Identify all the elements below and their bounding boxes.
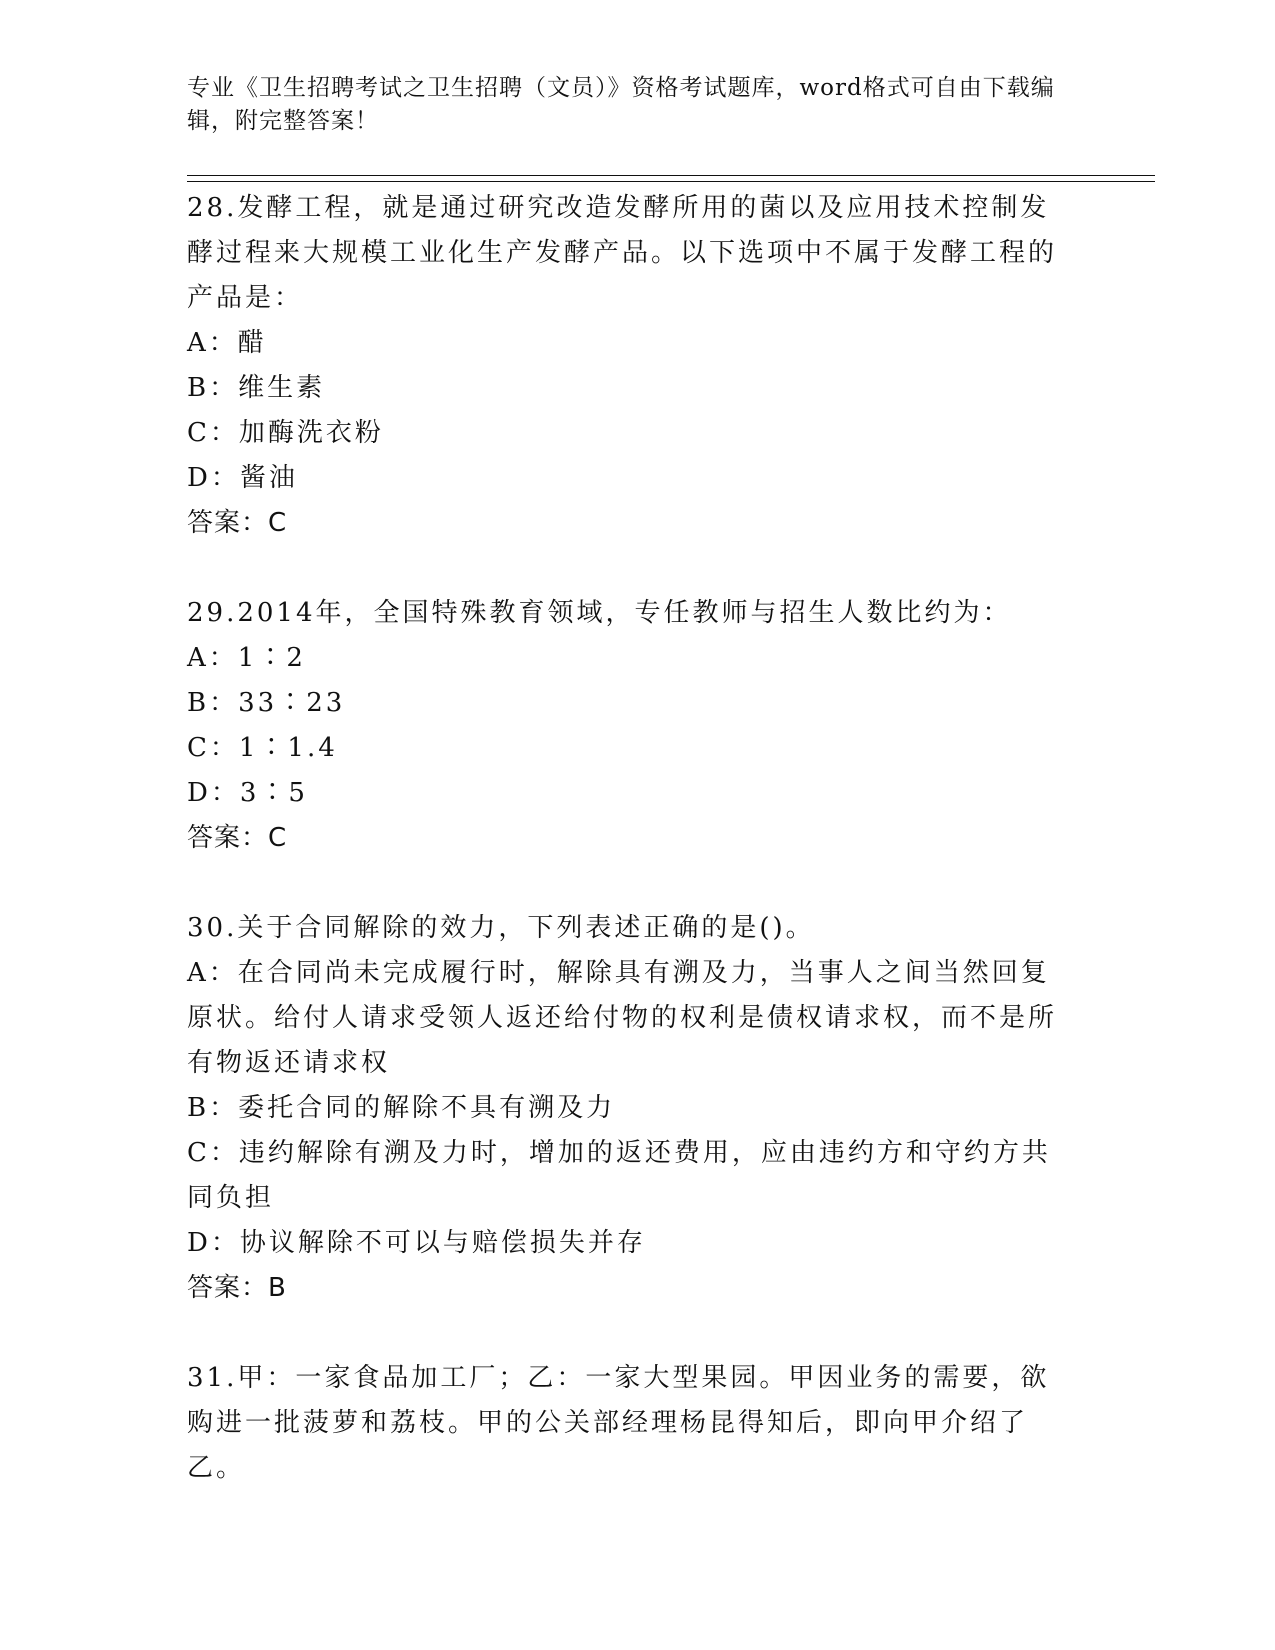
option-c: C：1∶1.4 bbox=[187, 733, 338, 763]
option-b: B：委托合同的解除不具有溯及力 bbox=[187, 1093, 616, 1123]
option-b: B：维生素 bbox=[187, 373, 326, 403]
question-31 bbox=[187, 1356, 1087, 1491]
document-header: 专业《卫生招聘考试之卫生招聘（文员）》资格考试题库，word格式可自由下载编辑，附完整答案！ bbox=[187, 75, 1055, 134]
answer: 答案：C bbox=[187, 508, 288, 538]
question-29 bbox=[187, 591, 1087, 861]
question-30 bbox=[187, 906, 1087, 1311]
question-text: 28.发酵工程，就是通过研究改造发酵所用的菌以及应用技术控制发酵过程来大规模工业化生产发酵产品。以下选项中不属于发酵工程的产品是： bbox=[187, 193, 1058, 313]
answer: 答案：B bbox=[187, 1273, 287, 1303]
option-c: C：违约解除有溯及力时，增加的返还费用，应由违约方和守约方共同负担 bbox=[187, 1138, 1051, 1213]
question-spacer bbox=[187, 861, 1087, 906]
question-text: 31.甲：一家食品加工厂；乙：一家大型果园。甲因业务的需要，欲购进一批菠萝和荔枝。甲的公关部经理杨昆得知后，即向甲介绍了乙。 bbox=[187, 1363, 1050, 1483]
header-divider-bottom bbox=[187, 181, 1155, 182]
option-a: A：1∶2 bbox=[187, 643, 306, 673]
question-list bbox=[187, 186, 1087, 1491]
question-spacer bbox=[187, 1311, 1087, 1356]
option-c: C：加酶洗衣粉 bbox=[187, 418, 384, 448]
question-text: 30.关于合同解除的效力，下列表述正确的是()。 bbox=[187, 913, 815, 943]
question-28 bbox=[187, 186, 1087, 546]
option-a: A：醋 bbox=[187, 328, 267, 358]
option-a: A：在合同尚未完成履行时，解除具有溯及力，当事人之间当然回复原状。给付人请求受领人返还给付物的权利是债权请求权，而不是所有物返还请求权 bbox=[187, 958, 1058, 1078]
option-d: D：协议解除不可以与赔偿损失并存 bbox=[187, 1228, 646, 1258]
option-b: B：33∶23 bbox=[187, 688, 346, 718]
question-text: 29.2014年，全国特殊教育领域，专任教师与招生人数比约为： bbox=[187, 598, 1012, 628]
header-divider-top bbox=[187, 175, 1155, 176]
option-d: D：酱油 bbox=[187, 463, 298, 493]
option-d: D：3∶5 bbox=[187, 778, 308, 808]
answer: 答案：C bbox=[187, 823, 288, 853]
question-spacer bbox=[187, 546, 1087, 591]
